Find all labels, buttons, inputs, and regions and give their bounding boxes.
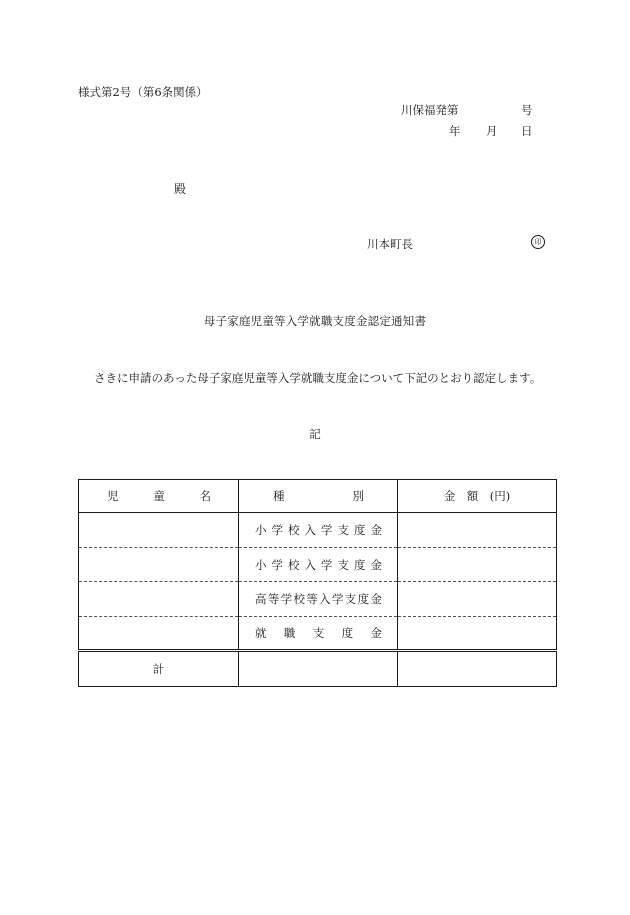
kind-char: 支 <box>337 523 349 538</box>
kind-char: 入 <box>304 557 316 572</box>
kind-char: 度 <box>341 626 354 641</box>
kind-char: 学 <box>321 557 333 572</box>
seal-mark: 印 <box>531 235 545 249</box>
amount-cell[interactable] <box>398 513 557 548</box>
kind-char: 小 <box>255 557 267 572</box>
body-text: さきに申請のあった母子家庭児童等入学就職支度金について下記のとおり認定します。 <box>94 371 542 385</box>
document-number-label: 川保福発第 <box>401 103 459 117</box>
kind-char: 支 <box>337 557 349 572</box>
kind-char: 金 <box>370 523 382 538</box>
kind-char: 金 <box>370 557 382 572</box>
table-row <box>79 582 557 617</box>
kind-char: 度 <box>354 523 366 538</box>
kind-char: 入 <box>319 592 331 607</box>
kind-char: 学 <box>271 557 283 572</box>
kind-cell <box>239 616 398 651</box>
kind-char: 学 <box>271 523 283 538</box>
header-amount-label: 金 額 (円) <box>443 489 511 504</box>
kind-char: 等 <box>267 592 280 607</box>
kind-cell <box>239 582 398 617</box>
kind-cell <box>239 547 398 582</box>
table-total-row <box>79 651 557 687</box>
kind-char: 学 <box>321 523 333 538</box>
total-kind-cell <box>239 651 398 687</box>
header-amount <box>398 480 557 513</box>
kind-char: 学 <box>280 592 293 607</box>
header-child-name-char: 名 <box>199 489 211 504</box>
child-name-cell[interactable] <box>79 513 239 548</box>
kind-char: 学 <box>331 592 344 607</box>
ki-heading: 記 <box>309 427 321 441</box>
table-row <box>79 616 557 651</box>
header-kind-char: 別 <box>352 489 364 504</box>
kind-char: 就 <box>255 626 267 641</box>
header-child-name-char: 童 <box>153 489 165 504</box>
child-name-cell[interactable] <box>79 616 239 651</box>
kind-char: 校 <box>293 592 305 607</box>
kind-char: 職 <box>283 626 296 641</box>
table-row <box>79 513 557 548</box>
header-child-name-char: 児 <box>107 489 119 504</box>
kind-char: 小 <box>255 523 267 538</box>
kind-char: 度 <box>357 592 370 607</box>
table-header-row <box>79 480 557 513</box>
amount-cell[interactable] <box>398 616 557 651</box>
kind-char: 校 <box>288 523 300 538</box>
header-child-name <box>79 480 239 513</box>
form-number: 様式第2号（第6条関係） <box>78 85 208 99</box>
issuer-title: 川本町長 <box>367 237 413 251</box>
kind-char: 高 <box>255 592 267 607</box>
addressee-honorific: 殿 <box>174 182 187 196</box>
amount-cell[interactable] <box>398 547 557 582</box>
total-label-cell: 計 <box>79 651 239 687</box>
kind-char: 金 <box>370 626 382 641</box>
date-year-label: 年 <box>449 124 461 138</box>
kind-char: 支 <box>312 626 325 641</box>
kind-char: 度 <box>354 557 366 572</box>
kind-char: 校 <box>288 557 300 572</box>
child-name-cell[interactable] <box>79 547 239 582</box>
header-kind-char: 種 <box>273 489 285 504</box>
total-amount-cell[interactable] <box>398 651 557 687</box>
kind-char: 金 <box>370 592 382 607</box>
kind-cell <box>239 513 398 548</box>
date-month-label: 月 <box>486 124 498 138</box>
kind-char: 支 <box>344 592 357 607</box>
kind-char: 入 <box>304 523 316 538</box>
document-number-suffix: 号 <box>521 103 533 117</box>
header-kind <box>239 480 398 513</box>
table-row <box>79 547 557 582</box>
date-day-label: 日 <box>521 124 533 138</box>
kind-char: 等 <box>306 592 318 607</box>
document-title: 母子家庭児童等入学就職支度金認定通知書 <box>203 314 427 328</box>
child-name-cell[interactable] <box>79 582 239 617</box>
amount-cell[interactable] <box>398 582 557 617</box>
grant-table <box>78 479 557 687</box>
